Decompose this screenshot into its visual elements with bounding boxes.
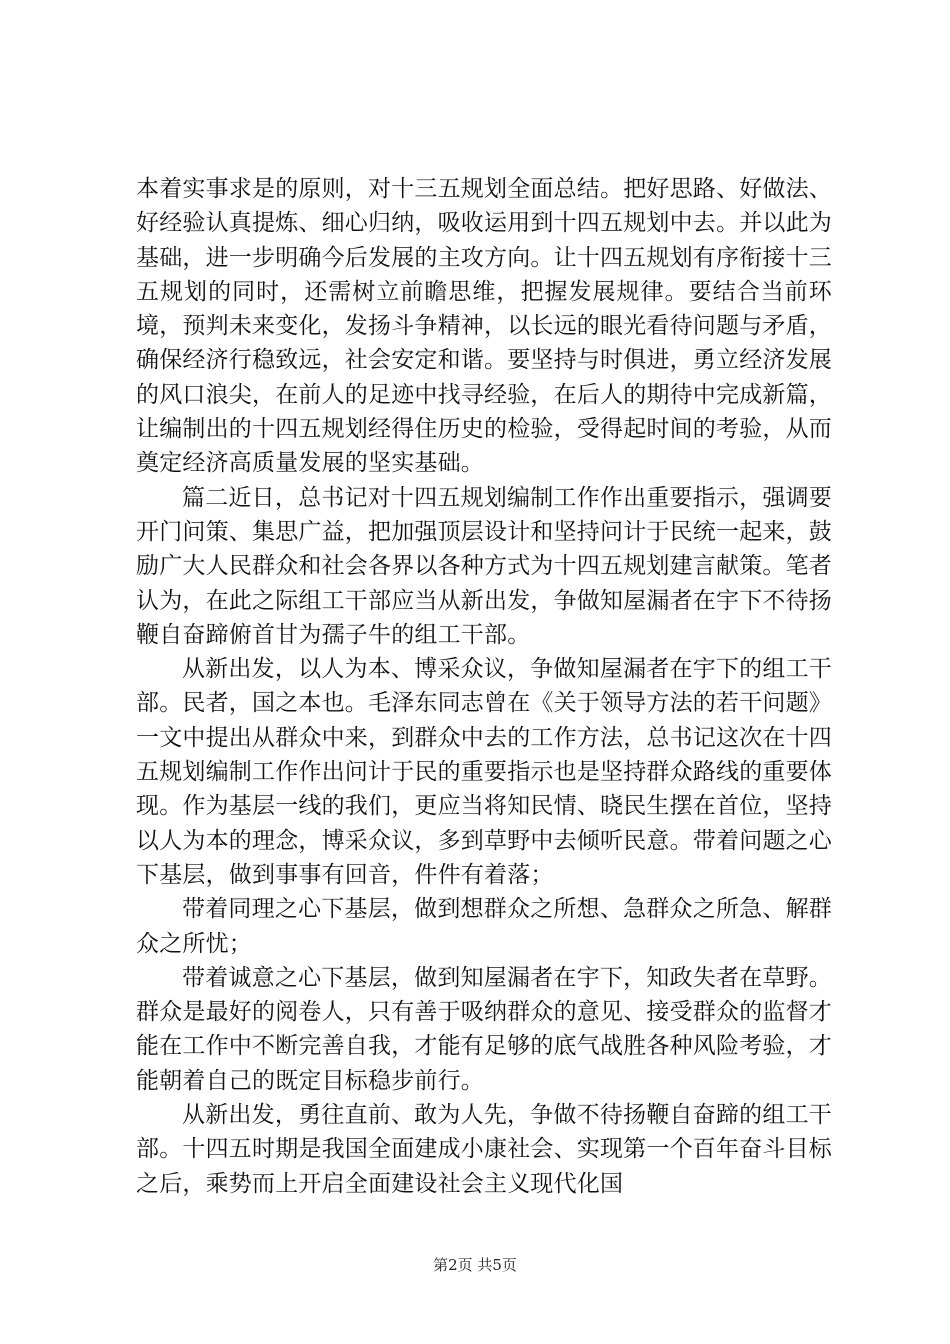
paragraph-5: 带着诚意之心下基层，做到知屋漏者在宇下，知政失者在草野。群众是最好的阅卷人，只有善于吸纳群众的意见、接受群众的监督才能在工作中不断完善自我，才能有足够的底气战胜各种风险考验，才能朝着自己的既定目标稳步前行。 [136,964,832,1094]
paragraph-3: 从新出发，以人为本、博采众议，争做知屋漏者在宇下的组工干部。民者，国之本也。毛泽东同志曾在《关于领导方法的若干问题》一文中提出从群众中来，到群众中去的工作方法，总书记这次在十四五规划编制工作作出问计于民的重要指示也是坚持群众路线的重要体现。作为基层一线的我们，更应当将知民情、晓民生摆在首位，坚持以人为本的理念，博采众议，多到草野中去倾听民意。带着问题之心下基层，做到事事有回音，件件有着落； [136,656,832,888]
paragraph-2: 篇二近日，总书记对十四五规划编制工作作出重要指示，强调要开门问策、集思广益，把加强顶层设计和坚持问计于民统一起来，鼓励广大人民群众和社会各界以各种方式为十四五规划建言献策。笔者认为，在此之际组工干部应当从新出发，争做知屋漏者在宇下不待扬鞭自奋蹄俯首甘为孺子牛的组工干部。 [136,484,832,648]
paragraph-6: 从新出发，勇往直前、敢为人先，争做不待扬鞭自奋蹄的组工干部。十四五时期是我国全面建成小康社会、实现第一个百年奋斗目标之后，乘势而上开启全面建设社会主义现代化国 [136,1102,832,1197]
page-number: 第2页 共5页 [433,1256,517,1274]
paragraph-1: 本着实事求是的原则，对十三五规划全面总结。把好思路、好做法、好经验认真提炼、细心归纳，吸收运用到十四五规划中去。并以此为基础，进一步明确今后发展的主攻方向。让十四五规划有序衔接十三五规划的同时，还需树立前瞻思维，把握发展规律。要结合当前环境，预判未来变化，发扬斗争精神，以长远的眼光看待问题与矛盾，确保经济行稳致远，社会安定和谐。要坚持与时俱进，勇立经济发展的风口浪尖，在前人的足迹中找寻经验，在后人的期待中完成新篇，让编制出的十四五规划经得住历史的检验，受得起时间的考验，从而奠定经济高质量发展的坚实基础。 [136,176,832,477]
page-footer [0,1255,950,1275]
paragraph-4: 带着同理之心下基层，做到想群众之所想、急群众之所急、解群众之所忧； [136,896,832,957]
document-body [136,172,832,1201]
